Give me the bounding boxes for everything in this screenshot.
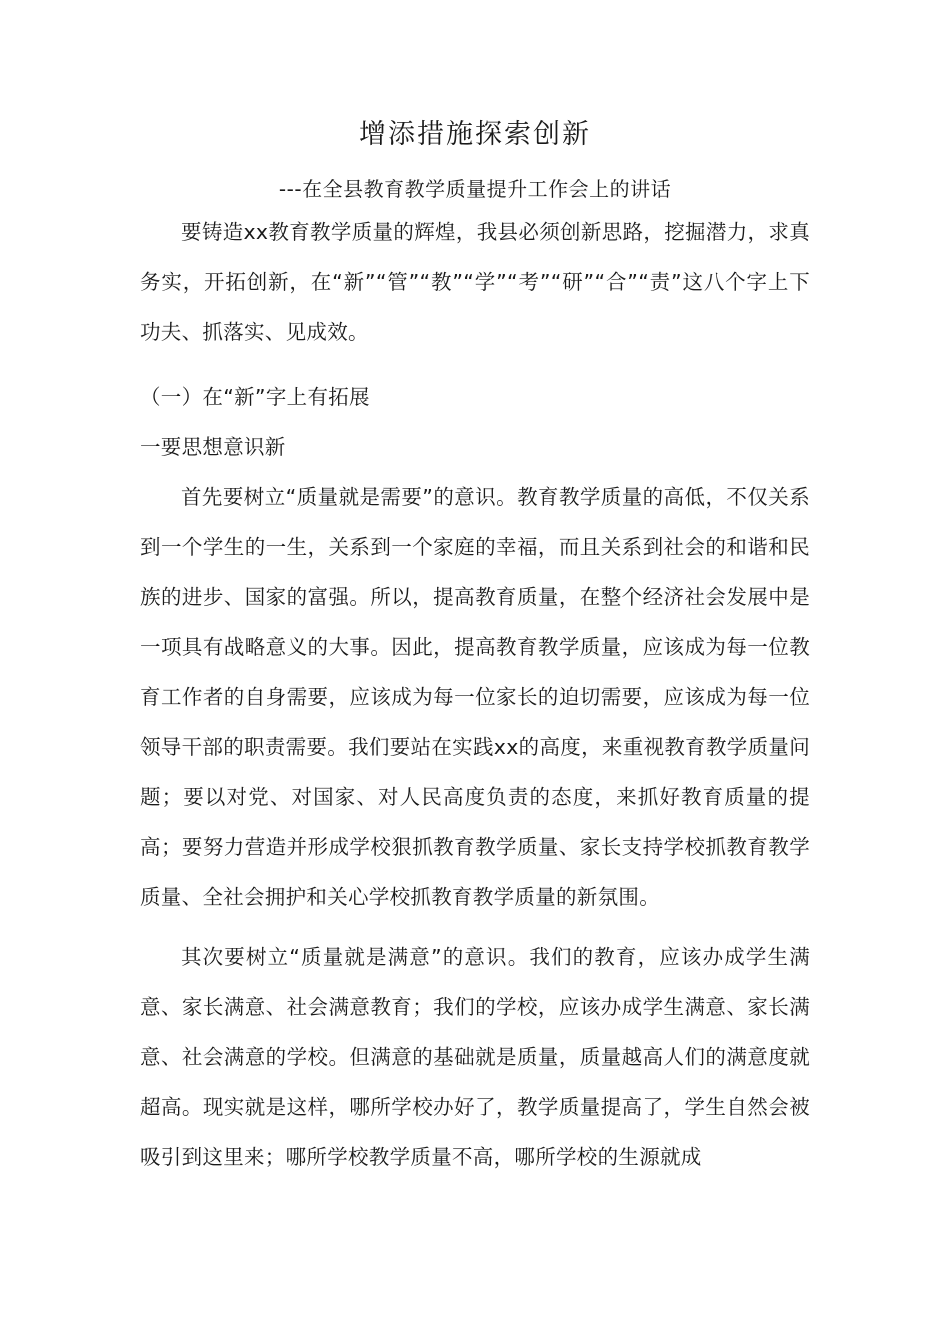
document-subtitle: ---在全县教育教学质量提升工作会上的讲话 bbox=[278, 177, 672, 201]
body-paragraph: 首先要树立“质量就是需要”的意识。教育教学质量的高低，不仅关系到一个学生的一生，关系到一个家庭的幸福，而且关系到社会的和谐和民族的进步、国家的富强。所以，提高教育质量，在整个经济社会发展中是一项具有战略意义的大事。因此，提高教育教学质量，应该成为每一位教育工作者的自身需要，应该成为每一位家长的迫切需要，应该成为每一位领导干部的职责需要。我们要站在实践xx的高度，来重视教育教学质量问题；要以对党、对国家、对人民高度负责的态度，来抓好教育质量的提高；要努力营造并形成学校狠抓教育教学质量、家长支持学校抓教育教学质量、全社会拥护和关心学校抓教育教学质量的新氛围。 bbox=[140, 485, 810, 909]
document-title: 增添措施探索创新 bbox=[359, 119, 591, 150]
body-paragraph: 其次要树立“质量就是满意”的意识。我们的教育，应该办成学生满意、家长满意、社会满意教育；我们的学校，应该办成学生满意、家长满意、社会满意的学校。但满意的基础就是质量，质量越高人们的满意度就超高。现实就是这样，哪所学校办好了，教学质量提高了，学生自然会被吸引到这里来；哪所学校教学质量不高，哪所学校的生源就成 bbox=[140, 945, 810, 1169]
section-heading: （一）在“新”字上有拓展 bbox=[140, 385, 370, 409]
sub-heading: 一要思想意识新 bbox=[140, 435, 286, 459]
intro-paragraph: 要铸造xx教育教学质量的辉煌，我县必须创新思路，挖掘潜力，求真务实，开拓创新，在“新”“管”“教”“学”“考”“研”“合”“责”这八个字上下功夫、抓落实、见成效。 bbox=[140, 220, 810, 344]
document-body bbox=[140, 207, 810, 1192]
